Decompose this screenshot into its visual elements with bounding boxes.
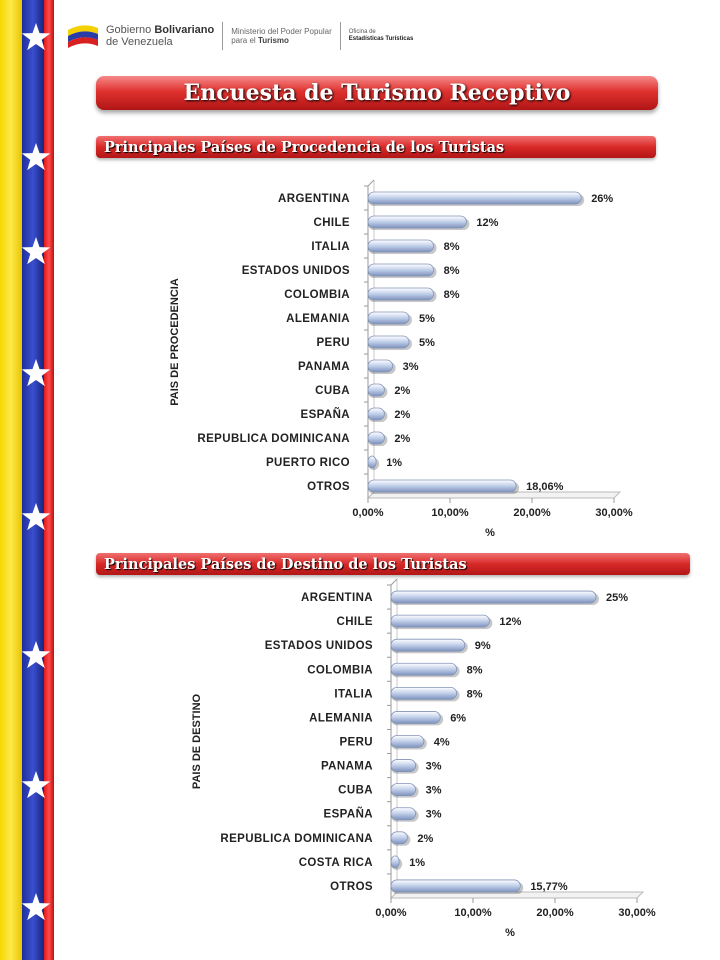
bar	[391, 856, 399, 868]
bar	[391, 663, 457, 675]
category-label: COSTA RICA	[298, 856, 373, 869]
data-label: 15,77%	[530, 880, 568, 893]
data-label: 3%	[425, 784, 442, 797]
y-axis-title: PAIS DE DESTINO	[191, 693, 203, 790]
data-label: 8%	[443, 241, 460, 253]
data-label: 8%	[443, 265, 460, 277]
category-label: CUBA	[338, 784, 373, 797]
data-label: 2%	[394, 385, 411, 397]
category-label: PUERTO RICO	[265, 457, 350, 469]
category-label: PERU	[339, 736, 373, 749]
category-label: ALEMANIA	[286, 313, 350, 325]
category-label: ARGENTINA	[278, 193, 350, 205]
bar	[391, 784, 416, 796]
y-axis-title: PAIS DE PROCEDENCIA	[169, 278, 181, 406]
data-label: 8%	[443, 289, 460, 301]
page-title: Encuesta de Turismo Receptivo	[183, 80, 571, 106]
data-label: 1%	[386, 457, 403, 469]
data-label: 8%	[466, 688, 483, 701]
axis-depth-line	[391, 579, 397, 585]
x-tick-label: 30,00%	[618, 907, 656, 919]
ministry-line2-bold: Turismo	[257, 36, 289, 45]
ministry-line1: Ministerio del Poder Popular	[231, 27, 332, 36]
category-label: ITALIA	[334, 688, 373, 701]
bar	[391, 808, 416, 820]
bar	[391, 711, 440, 723]
office-line1: Oficina de	[348, 29, 376, 35]
section-title-procedencia: Principales Países de Procedencia de los Turistas	[104, 138, 505, 156]
category-label: ARGENTINA	[301, 592, 373, 605]
data-label: 12%	[499, 616, 522, 629]
data-label: 1%	[409, 856, 426, 869]
org-line2: de Venezuela	[106, 36, 173, 48]
category-label: ESPAÑA	[300, 409, 350, 421]
data-label: 9%	[474, 640, 491, 653]
bar	[391, 591, 596, 603]
bar	[391, 615, 489, 627]
data-label: 2%	[394, 433, 411, 445]
category-label: ALEMANIA	[309, 712, 373, 725]
data-label: 26%	[591, 193, 614, 205]
category-label: COLOMBIA	[284, 289, 350, 301]
category-label: ESPAÑA	[323, 808, 373, 821]
x-tick-label: 0,00%	[375, 907, 407, 919]
ministry-line2-regular: para el	[231, 36, 256, 45]
category-label: COLOMBIA	[307, 664, 373, 677]
data-label: 25%	[606, 592, 629, 605]
data-label: 5%	[419, 313, 435, 325]
section-title-destino: Principales Países de Destino de los Turistas	[104, 555, 467, 573]
x-tick-label: 30,00%	[595, 507, 633, 519]
data-label: 2%	[394, 409, 411, 421]
bar	[391, 880, 520, 892]
data-label: 3%	[425, 808, 442, 821]
category-label: REPUBLICA DOMINICANA	[197, 433, 350, 445]
category-label: PANAMA	[297, 361, 350, 373]
category-label: ESTADOS UNIDOS	[241, 265, 350, 277]
x-axis-title: %	[485, 527, 495, 539]
category-label: ESTADOS UNIDOS	[264, 640, 373, 653]
data-label: 8%	[466, 664, 483, 677]
x-tick-label: 20,00%	[513, 507, 551, 519]
category-label: PANAMA	[320, 760, 373, 773]
category-label: OTROS	[330, 880, 373, 893]
x-tick-label: 10,00%	[454, 907, 492, 919]
org-line1-bold: Bolivariano	[154, 24, 215, 36]
x-axis-title: %	[505, 927, 515, 939]
data-label: 5%	[419, 337, 435, 349]
bar	[391, 832, 407, 844]
data-label: 3%	[402, 361, 419, 373]
x-tick-label: 10,00%	[431, 507, 469, 519]
bar	[391, 736, 424, 748]
category-label: CHILE	[336, 616, 373, 629]
data-label: 6%	[450, 712, 467, 725]
x-tick-label: 20,00%	[536, 907, 574, 919]
category-label: CHILE	[313, 217, 350, 229]
data-label: 2%	[417, 832, 434, 845]
category-label: PERU	[316, 337, 350, 349]
category-label: OTROS	[307, 481, 350, 493]
data-label: 4%	[433, 736, 450, 749]
bar	[391, 760, 416, 772]
office-line2: Estadísticas Turísticas	[348, 36, 414, 42]
category-label: CUBA	[315, 385, 350, 397]
data-label: 3%	[425, 760, 442, 773]
category-label: REPUBLICA DOMINICANA	[220, 832, 373, 845]
data-label: 12%	[476, 217, 499, 229]
x-tick-label: 0,00%	[352, 507, 384, 519]
data-label: 18,06%	[526, 481, 564, 493]
org-line1-regular: Gobierno	[106, 24, 152, 36]
bar	[391, 639, 465, 651]
category-label: ITALIA	[311, 241, 350, 253]
bar	[391, 687, 457, 699]
